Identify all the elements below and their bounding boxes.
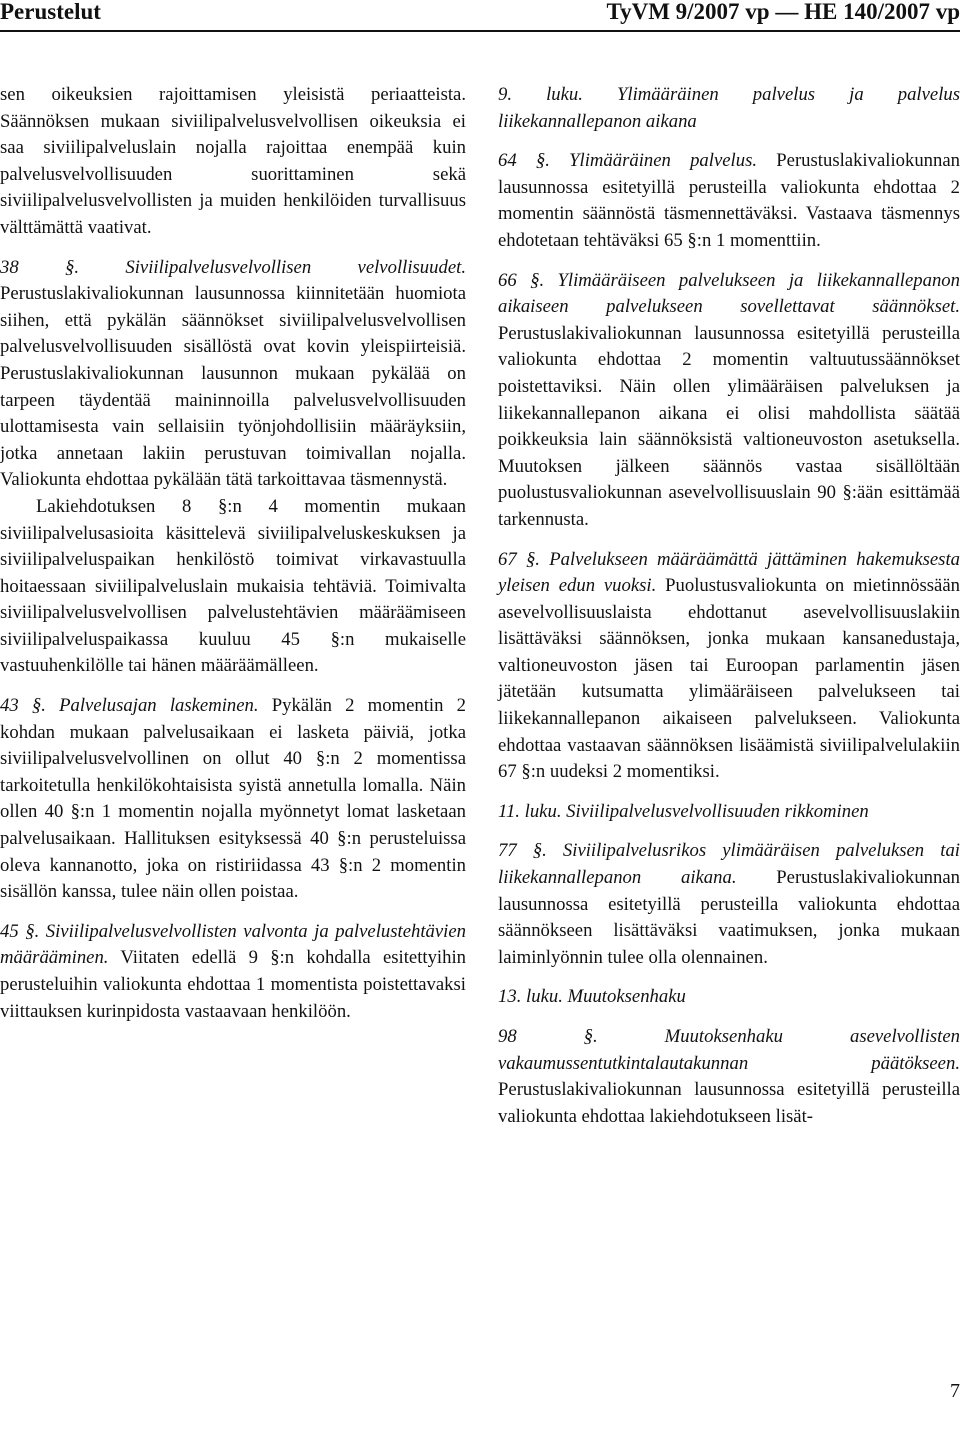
right-column <box>498 82 960 1130</box>
section-66-text: Perustuslakivaliokunnan lausunnossa esitetyillä perusteilla valiokunta ehdottaa 2 momentin valtuutussäännökset poistettaviksi. Näin ollen ylimääräisen palveluksen ja liikekannallepanon aikana ei olisi mahdollista säätää poikkeuksia lain säännöksistä valtioneuvoston asetuksella. Muutoksen jälkeen säännös vastaa sisällöltään puolustusvaliokunnan asevelvollisuuslain 90 §:ään esittämää tarkennusta. <box>498 322 960 530</box>
section-43 <box>0 693 466 906</box>
section-38-text: Perustuslakivaliokunnan lausunnossa kiinnitetään huomiota siihen, että pykälän säännökset siviilipalvelusvelvollisen palvelusvelvollisuuden sisällöstä ovat kovin yleispiirteisiä. Perustuslakivaliokunnan lausunnon mukaan pykälää on tarpeen täydentää maininnoilla palvelusvelvollisuuden ulottamisesta vain sellaisiin työnjohdollisiin määräyksiin, jotka annetaan lakiin perustuvan toimivallan nojalla. Valiokunta ehdottaa pykälään tätä tarkoittavaa täsmennystä. <box>0 283 466 491</box>
section-67-heading: 67 §. Palvelukseen määräämättä jättäminen hakemuksesta yleisen edun vuoksi. <box>498 548 960 597</box>
section-67 <box>498 547 960 786</box>
section-66-heading: 66 §. Ylimääräiseen palvelukseen ja liikekannallepanon aikaiseen palvelukseen sovellettavat säännökset. <box>498 269 960 318</box>
section-64 <box>498 148 960 254</box>
section-77-heading: 77 §. Siviilipalvelusrikos ylimääräisen palveluksen tai liikekannallepanon aikana. <box>498 840 960 889</box>
chapter-9-heading: 9. luku. Ylimääräinen palvelus ja palvelus liikekannallepanon aikana <box>498 84 960 132</box>
section-64-text: Perustuslakivaliokunnan lausunnossa esitetyillä perusteilla valiokunta ehdottaa 2 momentin säännöstä täsmennettäväksi. Vastaava täsmennys ehdotetaan tehtäväksi 65 §:n 1 momenttiin. <box>498 150 960 251</box>
page-number: 7 <box>950 1380 960 1402</box>
section-77 <box>498 838 960 971</box>
running-header <box>0 0 960 46</box>
section-43-text: Pykälän 2 momentin 2 kohdan mukaan palvelusaikaan ei lasketa päiviä, jotka siviilipalvelusvelvollinen on ollut 40 §:n 2 momentissa tarkoitetulla henkilökohtaisista syistä annetulla lomalla. Näin ollen 40 §:n 1 momentin nojalla myönnetyt lomat lasketaan palvelusaikaan. Hallituksen esityksessä 40 §:n perusteluissa oleva kannanotto, joka on ristiriidassa 43 §:n 2 momentin sisällön kanssa, tulee näin ollen poistaa. <box>0 695 466 903</box>
section-77-text: Perustuslakivaliokunnan lausunnossa esitetyillä perusteilla valiokunta ehdottaa säännökseen lisättäväksi vaatimuksen, jonka mukaan laiminlyönnin tulee olla olennainen. <box>498 867 960 968</box>
section-67-text: Puolustusvaliokunta on mietinnössään asevelvollisuuslaista ehdottanut asevelvollisuuslakiin lisättäväksi säännöksen, jonka mukaan kansanedustaja, valtioneuvoston jäsen tai Euroopan parlamentin jäsen jätetään kutsumatta ylimääräiseen palvelukseen tai liikekannallepanon aikaiseen palvelukseen. Valiokunta ehdottaa vastaavan säännöksen lisäämistä siviilipalvelulakiin 67 §:n uudeksi 2 momentiksi. <box>498 575 960 783</box>
header-rule <box>0 30 960 32</box>
section-38-heading: 38 §. Siviilipalvelusvelvollisen velvollisuudet. <box>0 256 466 278</box>
section-45-heading: 45 §. Siviilipalvelusvelvollisten valvonta ja palvelustehtävien määrääminen. <box>0 920 466 969</box>
header-document-id: TyVM 9/2007 vp — HE 140/2007 vp <box>606 0 960 24</box>
section-98-heading: 98 §. Muutoksenhaku asevelvollisten vakaumussentutkintalautakunnan päätökseen. <box>498 1026 960 1074</box>
section-38 <box>0 255 466 494</box>
section-64-heading: 64 §. Ylimääräinen palvelus. <box>498 150 758 172</box>
header-section-title: Perustelut <box>0 0 101 24</box>
left-column <box>0 82 466 1025</box>
section-45-text: Viitaten edellä 9 §:n kohdalla esitettyihin perusteluihin valiokunta ehdottaa 1 momentista poistettavaksi viittauksen kurinpidosta vastaavaan henkilöön. <box>0 947 466 1022</box>
paragraph-continuation: sen oikeuksien rajoittamisen yleisistä periaatteista. Säännöksen mukaan siviilipalvelusvelvollisen oikeuksia ei saa siviilipalveluslain nojalla rajoittaa enempää kuin palvelusvelvollisuuden suorittaminen sekä siviilipalvelusvelvollisten ja muiden henkilöiden turvallisuus välttämättä vaativat. <box>0 84 466 238</box>
section-38-paragraph-2: Lakiehdotuksen 8 §:n 4 momentin mukaan siviilipalvelusasioita käsittelevä siviilipalveluskeskuksen ja siviilipalveluspaikan henkilöstö toimivat virkavastuulla hoitaessaan siviilipalveluslain mukaisia tehtäviä. Toimivalta siviilipalvelusvelvollisen palvelustehtävien määräämiseen siviilipalveluspaikassa kuuluu 45 §:n mukaiselle vastuuhenkilölle tai hänen määräämälleen. <box>0 495 466 677</box>
section-98 <box>498 1024 960 1130</box>
chapter-11-heading: 11. luku. Siviilipalvelusvelvollisuuden rikkominen <box>498 800 869 822</box>
section-98-text: Perustuslakivaliokunnan lausunnossa esitetyillä perusteilla valiokunta ehdottaa lakiehdotukseen lisät- <box>498 1079 960 1127</box>
section-45 <box>0 919 466 1025</box>
section-43-heading: 43 §. Palvelusajan laskeminen. <box>0 695 259 717</box>
chapter-13-heading: 13. luku. Muutoksenhaku <box>498 986 686 1008</box>
section-66 <box>498 268 960 534</box>
